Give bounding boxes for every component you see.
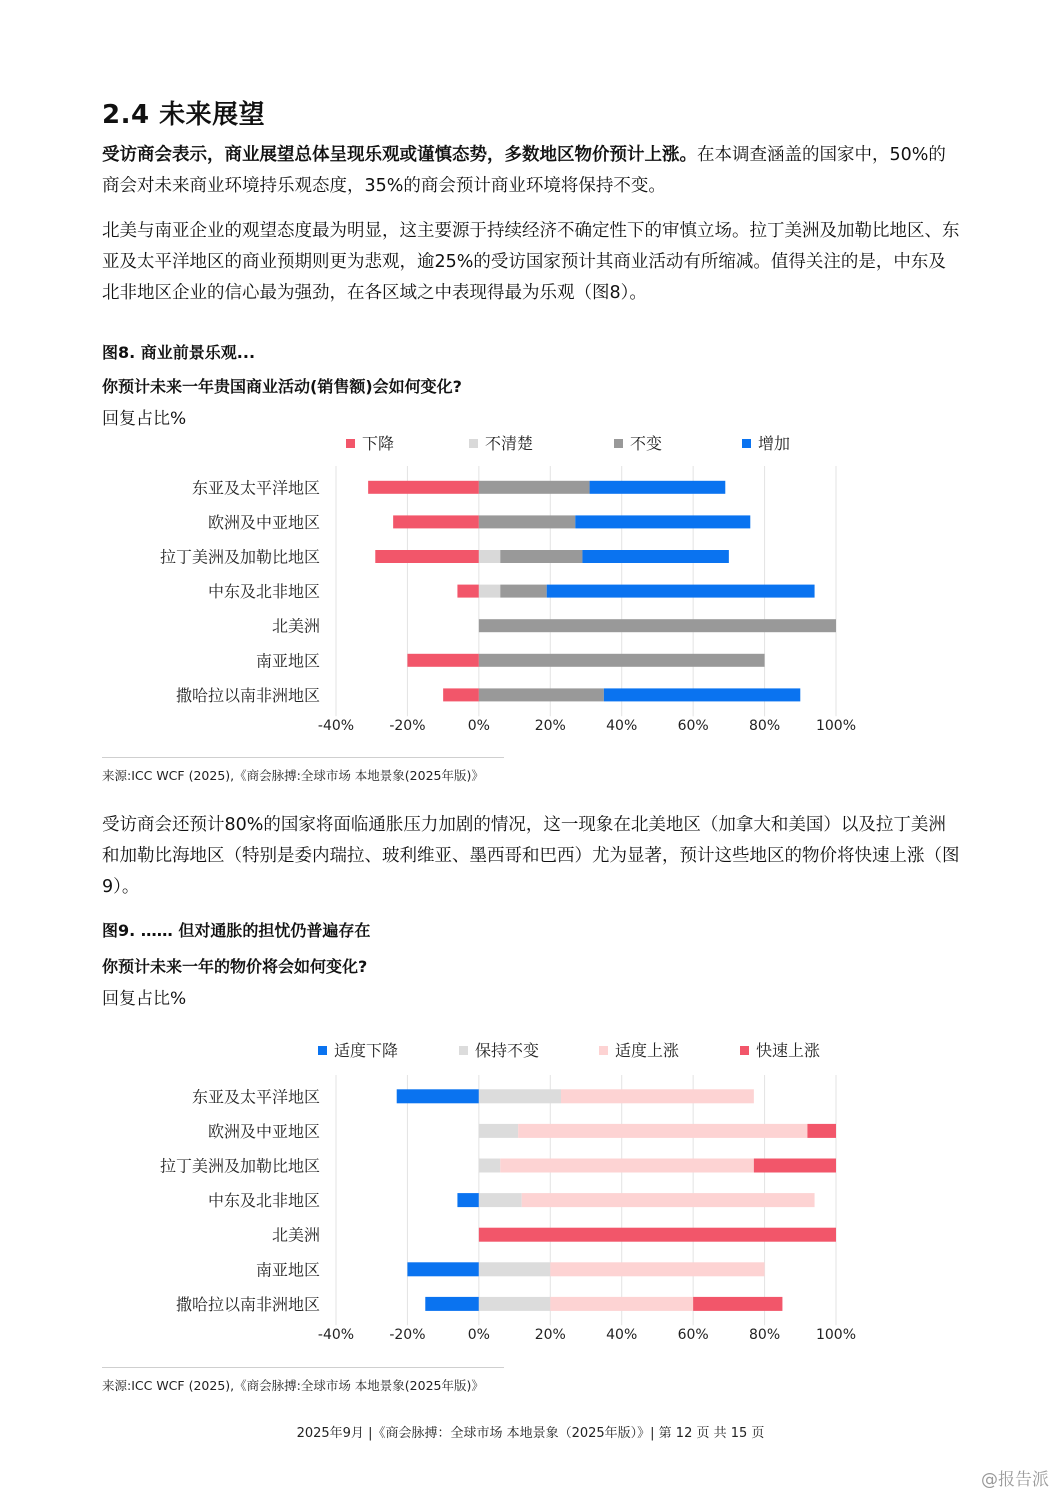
paragraph-1 [102,140,962,202]
category-label: 东亚及太平洋地区 [191,1087,320,1107]
x-tick-label: 60% [677,718,709,734]
legend-swatch [346,439,355,448]
bar-不清楚 [479,585,500,598]
bar-下降 [393,515,479,528]
bar-适度下降 [425,1297,479,1311]
bar-下降 [368,481,479,494]
bar-下降 [375,550,479,563]
x-tick-label: 100% [815,1327,857,1343]
legend-swatch [318,1046,327,1055]
x-tick-label: 20% [534,1327,566,1343]
category-label: 撒哈拉以南非洲地区 [175,685,320,705]
x-tick-label: 100% [815,718,857,734]
bar-不变 [500,585,546,598]
paragraph-1-body: 在本调查涵盖的国家中，50%的商会对未来商业环境持乐观态度，35%的商会预计商业环境将保持不变。 [102,145,946,196]
bar-快速上涨 [754,1159,836,1173]
legend-label: 下降 [362,434,395,453]
figure-9-unit: 回复占比% [102,989,187,1009]
bar-适度上涨 [518,1124,807,1138]
section-heading: 2.4 未来展望 [102,100,266,130]
bar-不变 [479,688,604,701]
x-tick-label: -40% [317,1327,355,1343]
figure-8-unit: 回复占比% [102,409,187,429]
bar-下降 [443,688,479,701]
legend-label: 适度下降 [334,1041,399,1060]
category-label: 欧洲及中亚地区 [207,1121,320,1141]
watermark: @报告派 [981,1470,1049,1490]
bar-保持不变 [479,1193,522,1207]
category-label: 中东及北非地区 [207,582,320,602]
category-label: 北美洲 [271,616,320,636]
bar-适度下降 [457,1193,478,1207]
category-label: 拉丁美洲及加勒比地区 [159,547,320,567]
paragraph-3: 受访商会还预计80%的国家将面临通胀压力加剧的情况，这一现象在北美地区（加拿大和美国）以及拉丁美洲和加勒比海地区（特别是委内瑞拉、玻利维亚、墨西哥和巴西）尤为显著，预计这些地区的物价将快速上涨（图9）。 [102,815,960,897]
category-label: 北美洲 [271,1225,320,1245]
bar-适度上涨 [550,1262,764,1276]
bar-不变 [479,654,765,667]
figure-9-title: 图9. …… 但对通胀的担忧仍普遍存在 [102,921,371,940]
category-label: 撒哈拉以南非洲地区 [175,1294,320,1314]
bar-适度上涨 [561,1089,754,1103]
category-label: 中东及北非地区 [207,1191,320,1211]
bar-适度下降 [407,1262,478,1276]
x-tick-label: -40% [317,718,355,734]
x-tick-label: 80% [749,1327,781,1343]
category-label: 拉丁美洲及加勒比地区 [159,1156,320,1176]
bar-适度上涨 [522,1193,815,1207]
paragraph-2: 北美与南亚企业的观望态度最为明显，这主要源于持续经济不确定性下的审慎立场。拉丁美洲及加勒比地区、东亚及太平洋地区的商业预期则更为悲观，逾25%的受访国家预计其商业活动有所缩减。值得关注的是，中东及北非地区企业的信心最为强劲，在各区域之中表现得最为乐观（图8）。 [102,221,960,303]
legend-swatch [599,1046,608,1055]
legend-label: 增加 [758,434,791,453]
figure-9-source: 来源:ICC WCF (2025),《商会脉搏:全球市场 本地景象(2025年版)》 [102,1378,484,1393]
x-tick-label: -20% [389,1327,426,1343]
bar-适度上涨 [500,1159,754,1173]
x-tick-label: 0% [467,1327,490,1343]
bar-适度下降 [397,1089,479,1103]
x-tick-label: 60% [677,1327,709,1343]
category-label: 南亚地区 [255,651,320,671]
paragraph-1-lead: 受访商会表示，商业展望总体呈现乐观或谨慎态势，多数地区物价预计上涨。 [102,145,697,165]
legend-label: 不清楚 [485,434,534,453]
bar-不变 [479,515,575,528]
bar-快速上涨 [807,1124,836,1138]
legend-swatch [614,439,623,448]
bar-适度上涨 [550,1297,693,1311]
bar-下降 [457,585,478,598]
bar-快速上涨 [693,1297,782,1311]
category-label: 东亚及太平洋地区 [191,478,320,498]
x-tick-label: 40% [606,1327,638,1343]
figure-8-chart [0,428,1061,748]
legend-swatch [469,439,478,448]
figure-8-title: 图8. 商业前景乐观... [102,343,256,362]
bar-保持不变 [479,1089,561,1103]
bar-增加 [547,585,815,598]
bar-保持不变 [479,1297,550,1311]
bar-保持不变 [479,1159,500,1173]
legend-label: 适度上涨 [615,1041,680,1060]
x-tick-label: 40% [606,718,638,734]
bar-不变 [479,619,836,632]
legend-label: 保持不变 [475,1041,540,1060]
figure-8-source: 来源:ICC WCF (2025),《商会脉搏:全球市场 本地景象(2025年版)》 [102,768,484,783]
category-label: 欧洲及中亚地区 [207,512,320,532]
category-label: 南亚地区 [255,1260,320,1280]
x-tick-label: 20% [534,718,566,734]
bar-增加 [604,688,800,701]
bar-不变 [500,550,582,563]
bar-不变 [479,481,590,494]
x-tick-label: 0% [467,718,490,734]
legend-label: 不变 [630,434,663,453]
bar-快速上涨 [479,1228,836,1242]
figure-8-question: 你预计未来一年贵国商业活动(销售额)会如何变化? [102,377,462,396]
x-tick-label: -20% [389,718,426,734]
bar-增加 [590,481,726,494]
bar-下降 [407,654,478,667]
legend-swatch [742,439,751,448]
bar-增加 [575,515,750,528]
bar-保持不变 [479,1262,550,1276]
figure-9-source-rule [102,1367,504,1368]
bar-增加 [582,550,728,563]
legend-swatch [459,1046,468,1055]
bar-保持不变 [479,1124,518,1138]
figure-9-question: 你预计未来一年的物价将会如何变化? [102,957,368,976]
figure-9-chart [0,1035,1061,1355]
legend-label: 快速上涨 [756,1041,821,1060]
figure-8-source-rule [102,757,504,758]
bar-不清楚 [479,550,500,563]
page-footer: 2025年9月 |《商会脉搏：全球市场 本地景象（2025年版）》| 第 12 页 共 15 页 [296,1426,765,1441]
legend-swatch [740,1046,749,1055]
x-tick-label: 80% [749,718,781,734]
